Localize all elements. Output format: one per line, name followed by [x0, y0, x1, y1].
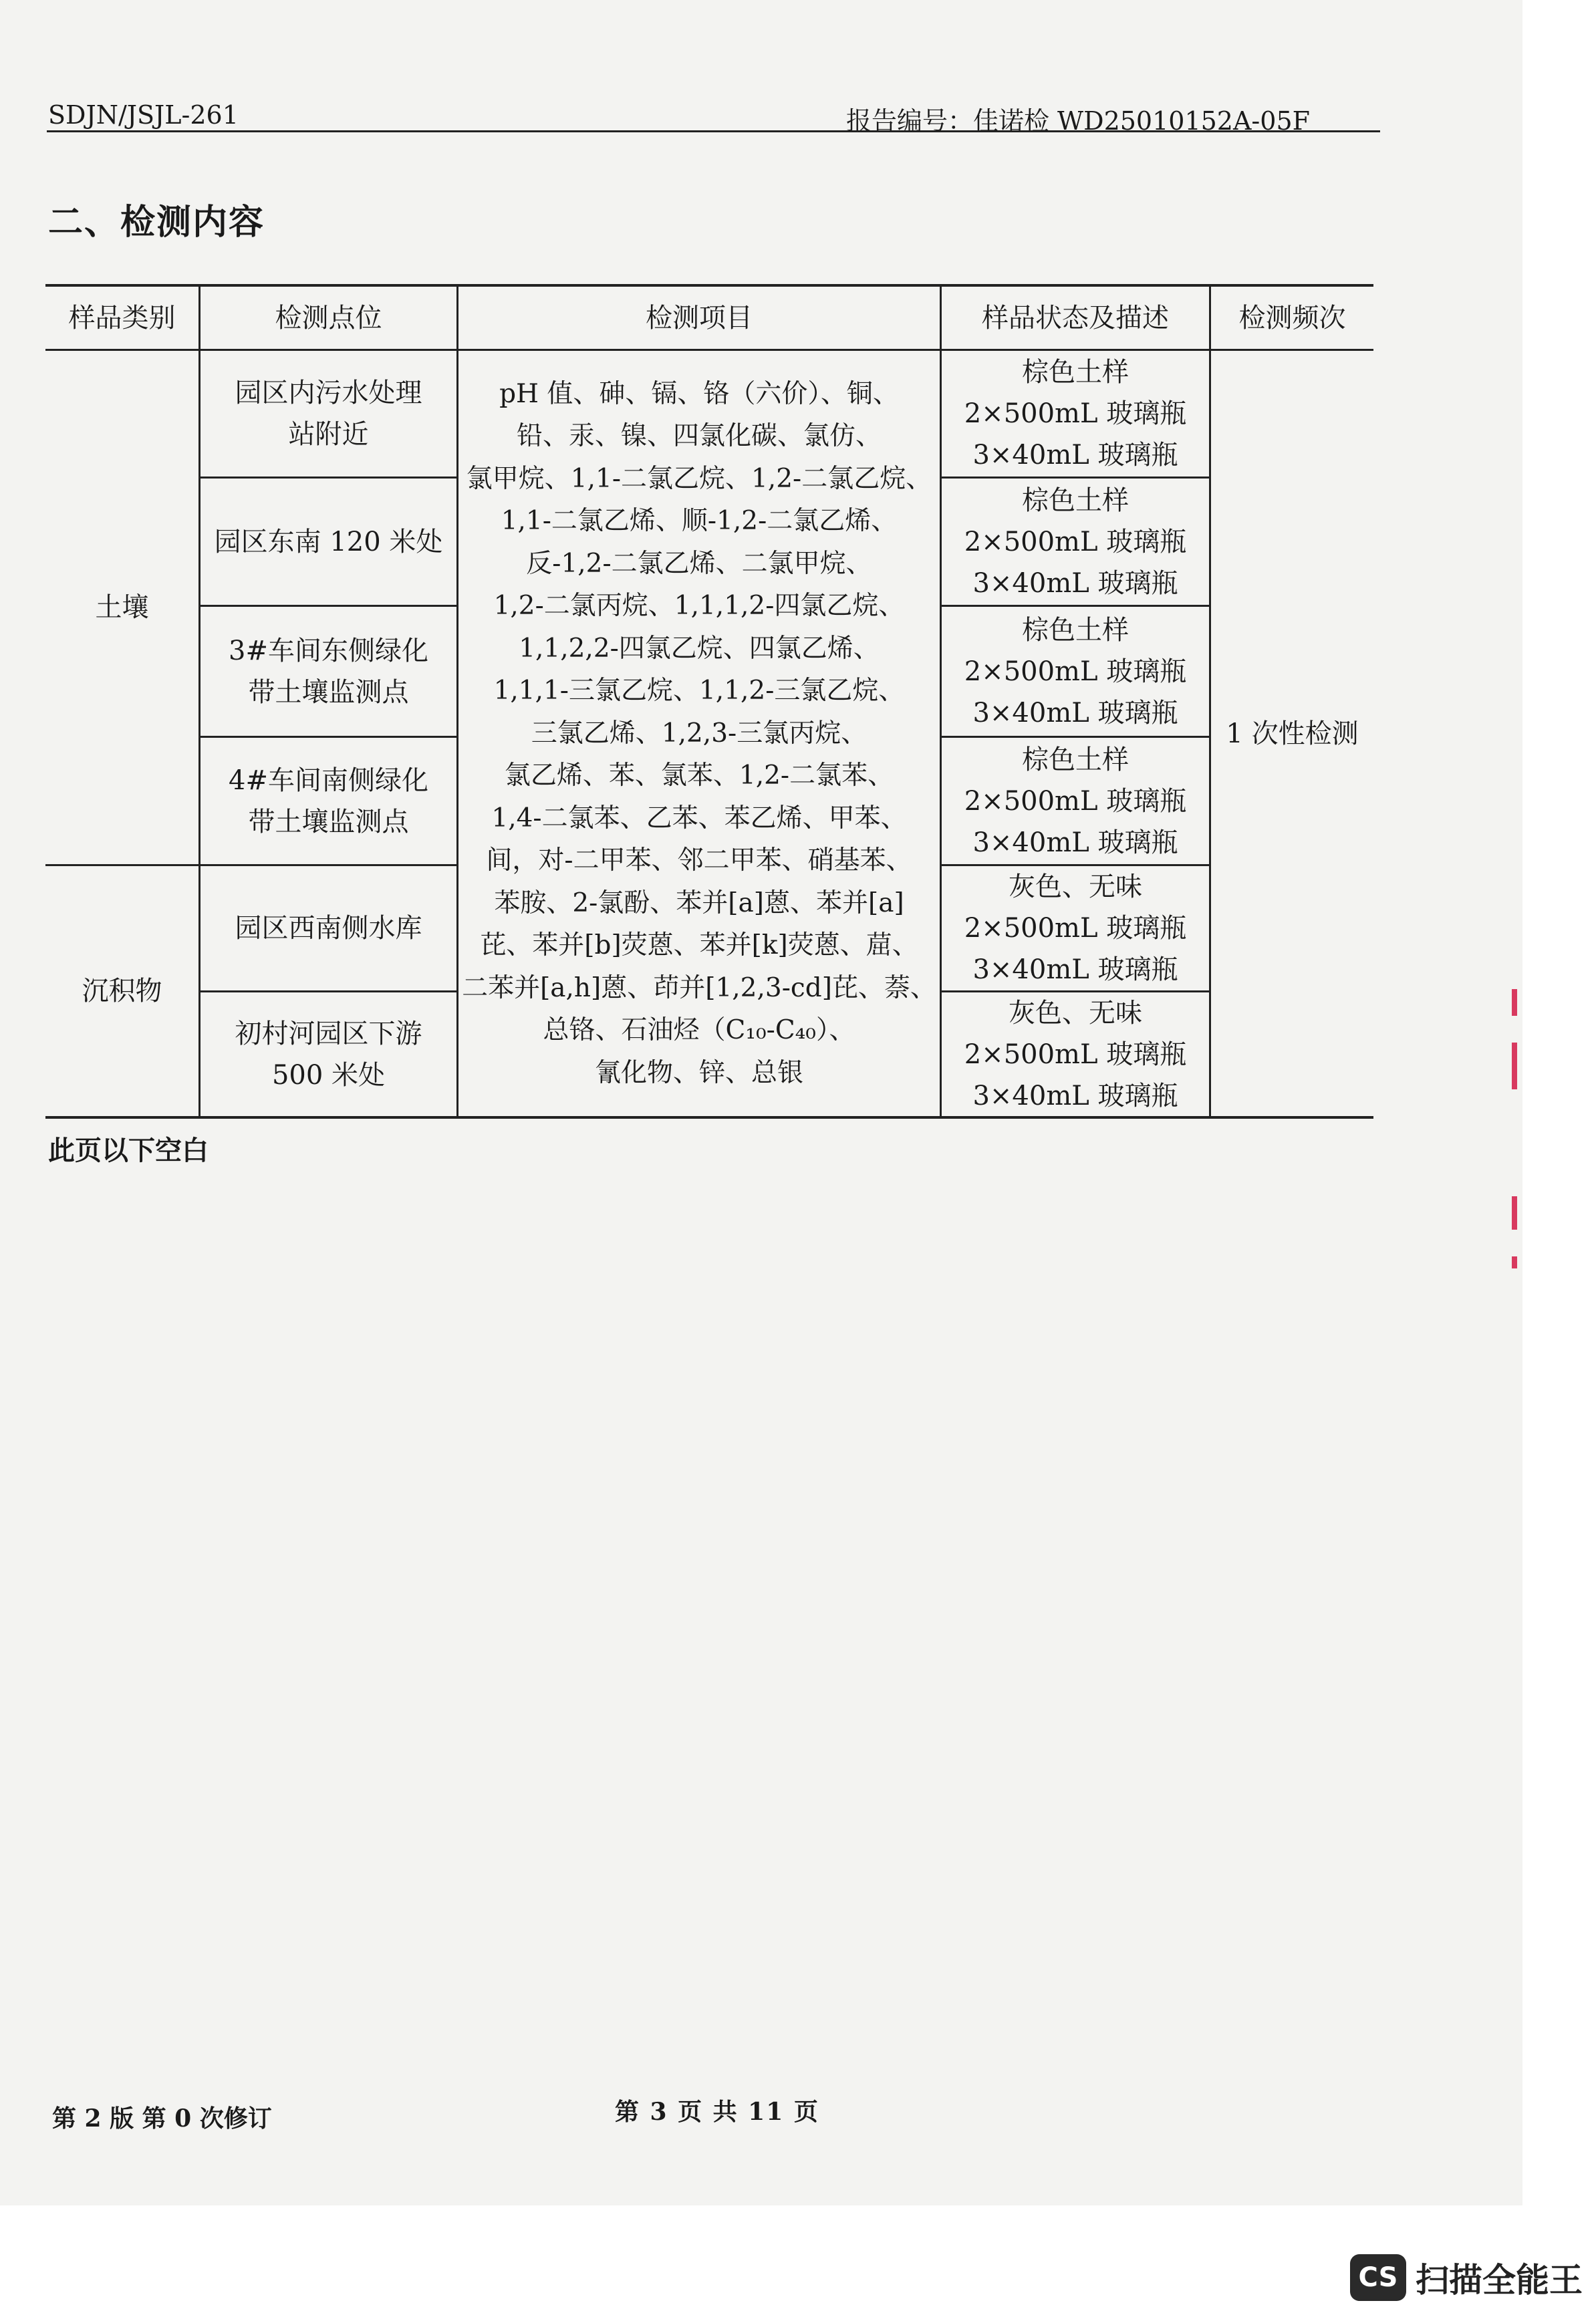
- item-line: pH 值、砷、镉、铬（六价）、铜、: [499, 378, 899, 409]
- state-line: 灰色、无味: [1009, 997, 1142, 1029]
- point-cell: [201, 351, 456, 477]
- state-line: 棕色土样: [1022, 485, 1129, 516]
- section-title: 二、检测内容: [48, 202, 265, 243]
- item-line: 1,1-二氯乙烯、顺-1,2-二氯乙烯、: [501, 506, 898, 537]
- state-line: 棕色土样: [1022, 357, 1129, 388]
- state-line: 3×40mL 玻璃瓶: [972, 697, 1178, 728]
- state-line: 3×40mL 玻璃瓶: [972, 440, 1178, 470]
- state-line: 2×500mL 玻璃瓶: [964, 526, 1187, 557]
- state-cell: [942, 607, 1209, 736]
- state-line: 3×40mL 玻璃瓶: [972, 1080, 1178, 1111]
- point-line: 4#车间南侧绿化: [229, 765, 428, 796]
- header-frequency: 检测频次: [1238, 302, 1346, 333]
- point-line: 3#车间东侧绿化: [229, 635, 428, 666]
- item-line: 氰化物、锌、总银: [594, 1057, 803, 1088]
- point-line: 带土壤监测点: [248, 806, 409, 837]
- state-cell: [942, 351, 1209, 477]
- scanner-watermark: [1350, 2254, 1583, 2302]
- revision-info: 第 2 版 第 0 次修订: [52, 2104, 272, 2133]
- item-line: 1,2-二氯丙烷、1,1,1,2-四氯乙烷、: [493, 591, 905, 622]
- point-line: 带土壤监测点: [248, 676, 409, 708]
- point-line: 园区东南 120 米处: [214, 526, 443, 557]
- state-cell: [942, 866, 1209, 990]
- header-detection-point: 检测点位: [275, 302, 382, 333]
- point-cell: [201, 866, 456, 990]
- state-line: 2×500mL 玻璃瓶: [964, 398, 1187, 429]
- state-line: 2×500mL 玻璃瓶: [964, 656, 1187, 687]
- item-line: 1,1,1-三氯乙烷、1,1,2-三氯乙烷、: [493, 676, 905, 706]
- state-line: 棕色土样: [1022, 614, 1129, 646]
- state-line: 3×40mL 玻璃瓶: [972, 827, 1178, 858]
- detection-items-cell: [458, 351, 940, 1116]
- state-line: 灰色、无味: [1009, 871, 1142, 902]
- header-sample-state: 样品状态及描述: [982, 302, 1169, 333]
- frequency-cell: 1 次性检测: [1226, 718, 1359, 749]
- point-line: 园区内污水处理: [235, 378, 422, 408]
- item-line: 苯胺、2-氯酚、苯并[a]蒽、苯并[a]: [494, 888, 904, 918]
- state-line: 3×40mL 玻璃瓶: [972, 954, 1178, 985]
- point-line: 园区西南侧水库: [235, 913, 422, 944]
- header-sample-category: 样品类别: [68, 302, 176, 333]
- page-number: 第 3 页 共 11 页: [615, 2098, 819, 2126]
- header-detection-items: 检测项目: [646, 302, 753, 333]
- item-line: 1,1,2,2-四氯乙烷、四氯乙烯、: [519, 633, 880, 664]
- category-soil: 土壤: [95, 592, 149, 623]
- item-line: 芘、苯并[b]荧蒽、苯并[k]荧蒽、䓛、: [480, 930, 918, 961]
- header-divider: [47, 130, 1380, 132]
- point-cell: [201, 479, 456, 605]
- seal-edge-mark: [1512, 1256, 1517, 1268]
- state-line: 棕色土样: [1022, 744, 1129, 775]
- table-bottom-rule: [45, 1116, 1373, 1119]
- item-line: 三氯乙烯、1,2,3-三氯丙烷、: [531, 718, 868, 749]
- item-line: 氯甲烷、1,1-二氯乙烷、1,2-二氯乙烷、: [466, 463, 932, 494]
- seal-edge-mark: [1512, 989, 1517, 1016]
- item-line: 铅、汞、镍、四氯化碳、氯仿、: [516, 421, 882, 452]
- document-code: SDJN/JSJL-261: [48, 100, 239, 130]
- point-line: 500 米处: [271, 1059, 386, 1091]
- item-line: 总铬、石油烃（C₁₀-C₄₀）、: [543, 1015, 855, 1046]
- item-line: 氯乙烯、苯、氯苯、1,2-二氯苯、: [504, 761, 894, 791]
- state-line: 2×500mL 玻璃瓶: [964, 785, 1187, 817]
- report-number: 报告编号：佳诺检 WD25010152A-05F: [845, 106, 1310, 136]
- category-sediment: 沉积物: [82, 976, 162, 1006]
- point-cell: [201, 607, 456, 736]
- state-cell: [942, 738, 1209, 864]
- watermark-text: 扫描全能王: [1416, 2261, 1583, 2300]
- blank-page-note: 此页以下空白: [48, 1135, 209, 1166]
- point-cell: [201, 992, 456, 1116]
- point-cell: [201, 738, 456, 864]
- item-line: 1,4-二氯苯、乙苯、苯乙烯、甲苯、: [491, 803, 907, 833]
- point-line: 初村河园区下游: [235, 1018, 422, 1049]
- seal-edge-mark: [1512, 1043, 1517, 1089]
- point-line: 站附近: [288, 419, 369, 450]
- state-line: 2×500mL 玻璃瓶: [964, 913, 1187, 944]
- item-line: 二苯并[a,h]蒽、茚并[1,2,3-cd]芘、萘、: [462, 972, 936, 1003]
- state-line: 3×40mL 玻璃瓶: [972, 567, 1178, 599]
- seal-edge-mark: [1512, 1196, 1517, 1230]
- item-line: 反-1,2-二氯乙烯、二氯甲烷、: [526, 548, 872, 579]
- state-cell: [942, 479, 1209, 605]
- state-cell: [942, 992, 1209, 1116]
- item-line: 间，对-二甲苯、邻二甲苯、硝基苯、: [486, 845, 912, 876]
- camscanner-logo-icon: CS: [1350, 2254, 1406, 2301]
- state-line: 2×500mL 玻璃瓶: [964, 1039, 1187, 1070]
